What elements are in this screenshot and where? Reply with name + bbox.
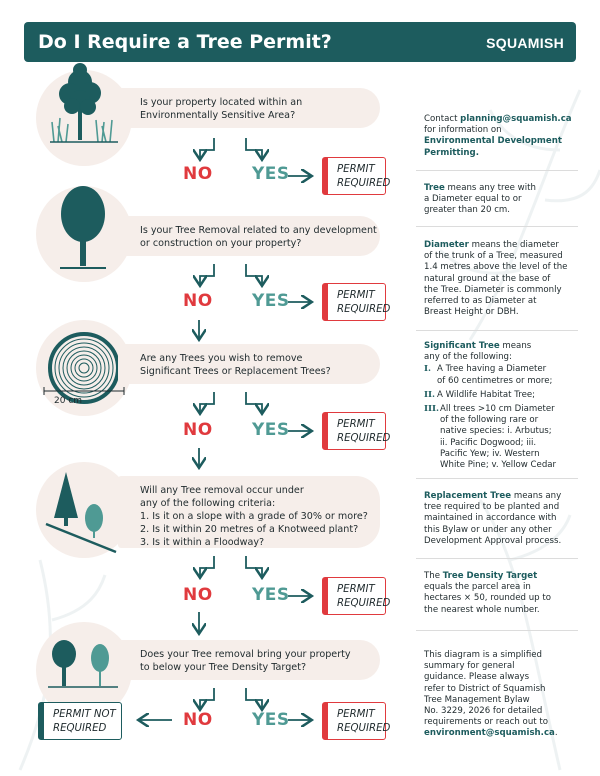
permit-required-3-line-1: PERMIT <box>337 419 375 430</box>
note-line-5: Tree Management Bylaw <box>424 694 530 705</box>
permit-required-1-line-1: PERMIT <box>337 164 375 175</box>
question-4-line-3: 1. Is it on a slope with a grade of 30% or more? <box>140 511 368 522</box>
divider-3 <box>416 330 578 331</box>
question-5-line-2: to below your Tree Density Target? <box>140 662 307 673</box>
page-title: Do I Require a Tree Permit? <box>38 31 332 53</box>
significant-item-2 <box>424 390 584 401</box>
question-3-line-2: Significant Trees or Replacement Trees? <box>140 366 331 377</box>
diameter-line-4: natural ground at the base of <box>424 273 551 284</box>
question-4-line-5: 3. Is it within a Floodway? <box>140 537 265 548</box>
permit-required-1-line-2: REQUIRED <box>337 177 391 189</box>
diameter-line-5: the Tree. Diameter is commonly <box>424 284 562 295</box>
divider-6 <box>416 630 578 631</box>
note-line-3: guidance. Please always <box>424 672 530 683</box>
contact-line-3: Environmental Development <box>424 136 562 147</box>
answer-yes-3: YES <box>252 420 290 440</box>
answer-no-3: NO <box>183 420 213 440</box>
question-4-line-4: 2. Is it within 20 metres of a Knotweed plant? <box>140 524 359 535</box>
divider-1 <box>416 170 578 171</box>
replacement-term: Replacement Tree <box>424 491 512 501</box>
significant-item-2-num: II. <box>424 389 436 400</box>
answer-yes-1: YES <box>252 164 290 184</box>
note-line-2: summary for general <box>424 661 515 672</box>
sidebar-density-definition <box>424 571 584 616</box>
significant-term: Significant Tree <box>424 341 500 351</box>
scale-label: 20 cm <box>54 396 83 406</box>
permit-required-5-line-2: REQUIRED <box>337 722 391 734</box>
permit-required-4-line-1: PERMIT <box>337 584 375 595</box>
permit-required-1 <box>322 157 391 195</box>
note-end: . <box>554 728 558 739</box>
density-line-2: equals the parcel area in <box>424 582 531 593</box>
question-2-line-1: Is your Tree Removal related to any development <box>140 225 377 236</box>
permit-required-2-line-2: REQUIRED <box>337 303 391 315</box>
permit-required-3-line-2: REQUIRED <box>337 432 391 444</box>
diameter-term: Diameter <box>424 240 469 250</box>
answer-no-2: NO <box>183 291 213 311</box>
contact-line-2: for information on <box>424 125 502 136</box>
replacement-line-2: tree required to be planted and <box>424 502 560 513</box>
contact-pre: Contact <box>424 114 461 124</box>
permit-required-2 <box>322 283 391 321</box>
answer-no-4: NO <box>183 585 213 605</box>
note-line-1: This diagram is a simplified <box>424 650 542 660</box>
replacement-line-4: this Bylaw or under any other <box>424 524 552 535</box>
significant-list <box>424 364 584 471</box>
density-pre: The <box>424 571 443 581</box>
significant-item-3 <box>424 404 584 471</box>
sidebar-replacement-definition <box>424 491 584 547</box>
significant-item-2-line-1: A Wildlife Habitat Tree; <box>437 389 536 400</box>
significant-item-1-line-1: A Tree having a Diameter <box>437 364 547 375</box>
significant-item-3-line-1: All trees >10 cm Diameter <box>440 404 555 415</box>
tree-line-2: a Diameter equal to or <box>424 194 522 205</box>
significant-item-3-line-3: native species: i. Arbutus; <box>440 426 552 437</box>
permit-required-4 <box>322 577 391 615</box>
permit-not-required-line-1: PERMIT NOT <box>53 709 116 720</box>
note-line-7: requirements or reach out to <box>424 717 548 728</box>
question-1-line-1: Is your property located within an <box>140 97 303 108</box>
permit-required-4-line-2: REQUIRED <box>337 597 391 609</box>
divider-4 <box>416 478 578 479</box>
contact-line-4: Permitting. <box>424 147 479 158</box>
sidebar-diameter-definition <box>424 240 584 318</box>
permit-required-2-line-1: PERMIT <box>337 290 375 301</box>
note-line-6: No. 3229, 2026 for detailed <box>424 706 543 717</box>
permit-required-5-line-1: PERMIT <box>337 709 375 720</box>
permit-required-5 <box>322 702 391 740</box>
answer-no-5: NO <box>183 710 213 730</box>
diameter-line-2: of the trunk of a Tree, measured <box>424 251 563 262</box>
permit-not-required-line-2: REQUIRED <box>53 722 107 734</box>
replacement-line-1: means any <box>511 491 562 501</box>
answer-yes-5: YES <box>252 710 290 730</box>
replacement-line-3: maintained in accordance with <box>424 513 557 524</box>
brand-logo: SQUAMISH <box>486 35 564 51</box>
diameter-line-3: 1.4 metres above the level of the <box>424 262 568 273</box>
answer-yes-4: YES <box>252 585 290 605</box>
density-line-3: hectares × 50, rounded up to <box>424 593 551 604</box>
significant-line-1: means <box>499 341 532 351</box>
significant-item-1-num: I. <box>424 364 432 375</box>
answer-yes-2: YES <box>252 291 290 311</box>
diameter-line-7: Breast Height or DBH. <box>424 307 519 318</box>
significant-item-3-line-6: White Pine; v. Yellow Cedar <box>440 460 557 471</box>
significant-item-3-line-4: ii. Pacific Dogwood; iii. <box>440 437 537 448</box>
significant-item-3-line-5: Pacific Yew; iv. Western <box>440 448 540 459</box>
significant-line-2: any of the following: <box>424 352 512 363</box>
diameter-line-1: means the diameter <box>468 240 559 250</box>
note-line-4: refer to District of Squamish <box>424 683 546 694</box>
question-5-line-1: Does your Tree removal bring your property <box>140 649 351 660</box>
divider-2 <box>416 226 578 227</box>
tree-line-1: means any tree with <box>444 183 536 193</box>
significant-item-1 <box>424 364 584 386</box>
significant-item-1-line-2: of 60 centimetres or more; <box>437 375 553 386</box>
contact-email-link[interactable]: planning@squamish.ca <box>460 114 572 124</box>
question-4-line-1: Will any Tree removal occur under <box>140 485 304 496</box>
question-3-line-1: Are any Trees you wish to remove <box>140 353 303 364</box>
density-term: Tree Density Target <box>442 571 538 581</box>
question-4-line-2: any of the following criteria: <box>140 498 276 509</box>
permit-required-3 <box>322 412 391 450</box>
significant-item-3-line-2: of the following rare or <box>440 415 539 426</box>
replacement-line-5: Development Approval process. <box>424 535 562 546</box>
sidebar-significant-definition <box>424 341 584 471</box>
note-email-link[interactable]: environment@squamish.ca <box>424 728 555 739</box>
answer-no-1: NO <box>183 164 213 184</box>
tree-line-3: greater than 20 cm. <box>424 205 511 216</box>
divider-5 <box>416 558 578 559</box>
sidebar-tree-definition <box>424 183 584 217</box>
question-1-line-2: Environmentally Sensitive Area? <box>140 110 296 121</box>
diameter-line-6: referred to as Diameter at <box>424 296 537 307</box>
question-2-line-2: or construction on your property? <box>140 238 302 249</box>
significant-item-3-num: III. <box>424 404 440 415</box>
permit-not-required <box>38 702 122 740</box>
sidebar-note <box>424 650 584 740</box>
tree-term: Tree <box>424 183 445 193</box>
density-line-4: the nearest whole number. <box>424 604 540 615</box>
sidebar-contact <box>424 114 584 159</box>
